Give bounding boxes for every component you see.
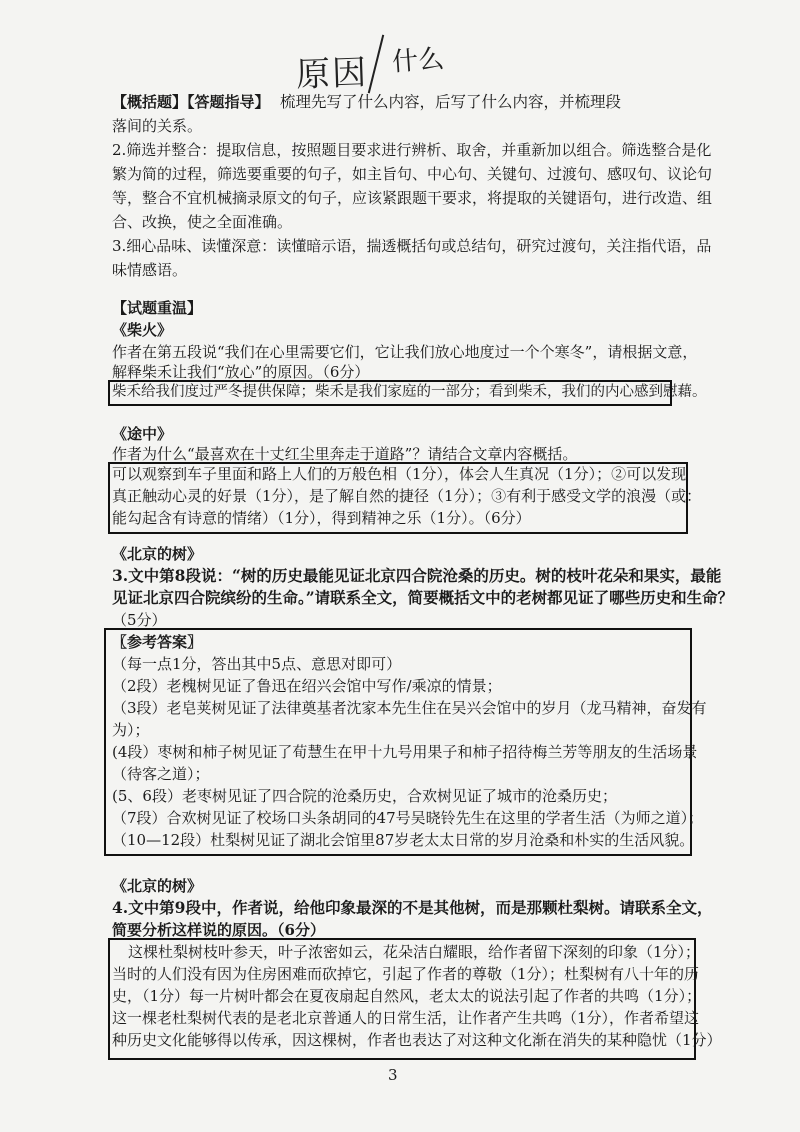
q3-line-0: 3.文中第8段说：“树的历史最能见证北京四合院沧桑的历史。树的枝叶花朵和果实，最能 [112, 566, 722, 585]
q4-answer-line-3: 这一棵老杜梨树代表的是老北京普通人的日常生活，让作者产生共鸣（1分），作者希望这 [112, 1009, 700, 1027]
q1-line-1: 解释柴禾让我们“放心”的原因。（6分） [112, 363, 370, 381]
q3-answer-line-3: 为）； [112, 721, 150, 739]
q3-source: 《北京的树》 [112, 545, 203, 563]
q3-answer-line-5: （待客之道）； [112, 765, 210, 783]
q1-line-0: 作者在第五段说“我们在心里需要它们，它让我们放心地度过一个个寒冬”，请根据文意， [112, 343, 698, 361]
q2-line-4: 能勾起含有诗意的情绪）（1分），得到精神之乐（1分）。（6分） [112, 509, 531, 527]
q4-answer-line-0: 这棵杜梨树枝叶参天，叶子浓密如云，花朵洁白耀眼，给作者留下深刻的印象（1分）； [128, 943, 701, 961]
q3-answer-title: 〖参考答案〗 [112, 633, 203, 651]
q4-line-1: 简要分析这样说的原因。（6分） [112, 921, 325, 939]
guide-line-7: 味情感语。 [112, 261, 188, 279]
q3-answer-line-7: （7段）合欢树见证了校场口头条胡同的47号吴晓铃先生在这里的学者生活（为师之道）； [112, 809, 704, 827]
q3-answer-line-8: （10—12段）杜梨树见证了湖北会馆里87岁老太太日常的岁月沧桑和朴实的生活风貌。 [112, 831, 695, 849]
q2-line-0: 作者为什么“最喜欢在十丈红尘里奔走于道路”？请结合文章内容概括。 [112, 445, 578, 463]
q3-answer-line-6: (5、6段）老枣树见证了四合院的沧桑历史，合欢树见证了城市的沧桑历史； [112, 787, 617, 805]
guide-line-1: 落间的关系。 [112, 117, 203, 135]
q1-answer: 柴禾给我们度过严冬提供保障；柴禾是我们家庭的一部分；看到柴禾，我们的内心感到慰藉。 [112, 384, 707, 400]
q3-answer-line-0: （每一点1分，答出其中5点、意思对即可） [112, 655, 402, 673]
q4-answer-line-2: 史，（1分）每一片树叶都会在夏夜扇起自然风，老太太的说法引起了作者的共鸣（1分）； [112, 987, 702, 1005]
q3-line-2: （5分） [112, 611, 167, 629]
guide-line-3: 繁为简的过程，筛选要重要的句子，如主旨句、中心句、关键句、过渡句、感叹句、议论句 [112, 165, 713, 183]
q2-line-3: 真正触动心灵的好景（1分），是了解自然的捷径（1分）；③有利于感受文学的浪漫（或： [112, 487, 702, 505]
q4-source: 《北京的树》 [112, 877, 203, 895]
q3-answer-line-4: (4段）枣树和柿子树见证了荀慧生在甲十九号用果子和柿子招待梅兰芳等朋友的生活场景 [112, 743, 698, 761]
q4-answer-line-4: 种历史文化能够得以传承，因这棵树，作者也表达了对这种文化渐在消失的某种隐忧（1分） [112, 1031, 722, 1049]
guide-line-2: 2.筛选并整合：提取信息，按照题目要求进行辨析、取舍，并重新加以组合。筛选整合是化 [112, 141, 712, 159]
guide-title: 【概括题】【答题指导】 [112, 93, 270, 111]
review-title: 【试题重温】 [112, 299, 203, 317]
q4-answer-line-1: 当时的人们没有因为住房困难而砍掉它，引起了作者的尊敬（1分）；杜梨树有八十年的历 [112, 965, 700, 983]
q3-answer-line-2: （3段）老皂荚树见证了法律奠基者沈家本先生住在吴兴会馆中的岁月（龙马精神，奋发有 [112, 699, 707, 717]
handwritten-note-side: 什么 [391, 44, 446, 78]
q3-answer-line-1: （2段）老槐树见证了鲁迅在绍兴会馆中写作/乘凉的情景； [112, 677, 502, 695]
q2-source: 《途中》 [112, 425, 173, 443]
guide-line-5: 合、改换，使之全面准确。 [112, 213, 293, 231]
guide-title-tail: 梳理先写了什么内容，后写了什么内容，并梳理段 [280, 93, 622, 111]
q3-line-1: 见证北京四合院缤纷的生命。”请联系全文，简要概括文中的老树都见证了哪些历史和生命？ [112, 588, 734, 607]
q2-line-2: 可以观察到车子里面和路上人们的万般色相（1分），体会人生真况（1分）；②可以发现 [112, 465, 687, 483]
q1-source: 《柴火》 [112, 321, 173, 339]
page-number: 3 [388, 1066, 398, 1084]
handwritten-note: 原因 [295, 52, 369, 96]
guide-line-6: 3.细心品味、读懂深意：读懂暗示语，揣透概括句或总结句，研究过渡句，关注指代语，品 [112, 237, 712, 255]
guide-line-4: 等，整合不宜机械摘录原文的句子，应该紧跟题干要求，将提取的关键语句，进行改造、组 [112, 189, 713, 207]
q4-line-0: 4.文中第9段中，作者说，给他印象最深的不是其他树，而是那颗杜梨树。请联系全文， [112, 898, 713, 917]
handwritten-slash [368, 35, 384, 94]
